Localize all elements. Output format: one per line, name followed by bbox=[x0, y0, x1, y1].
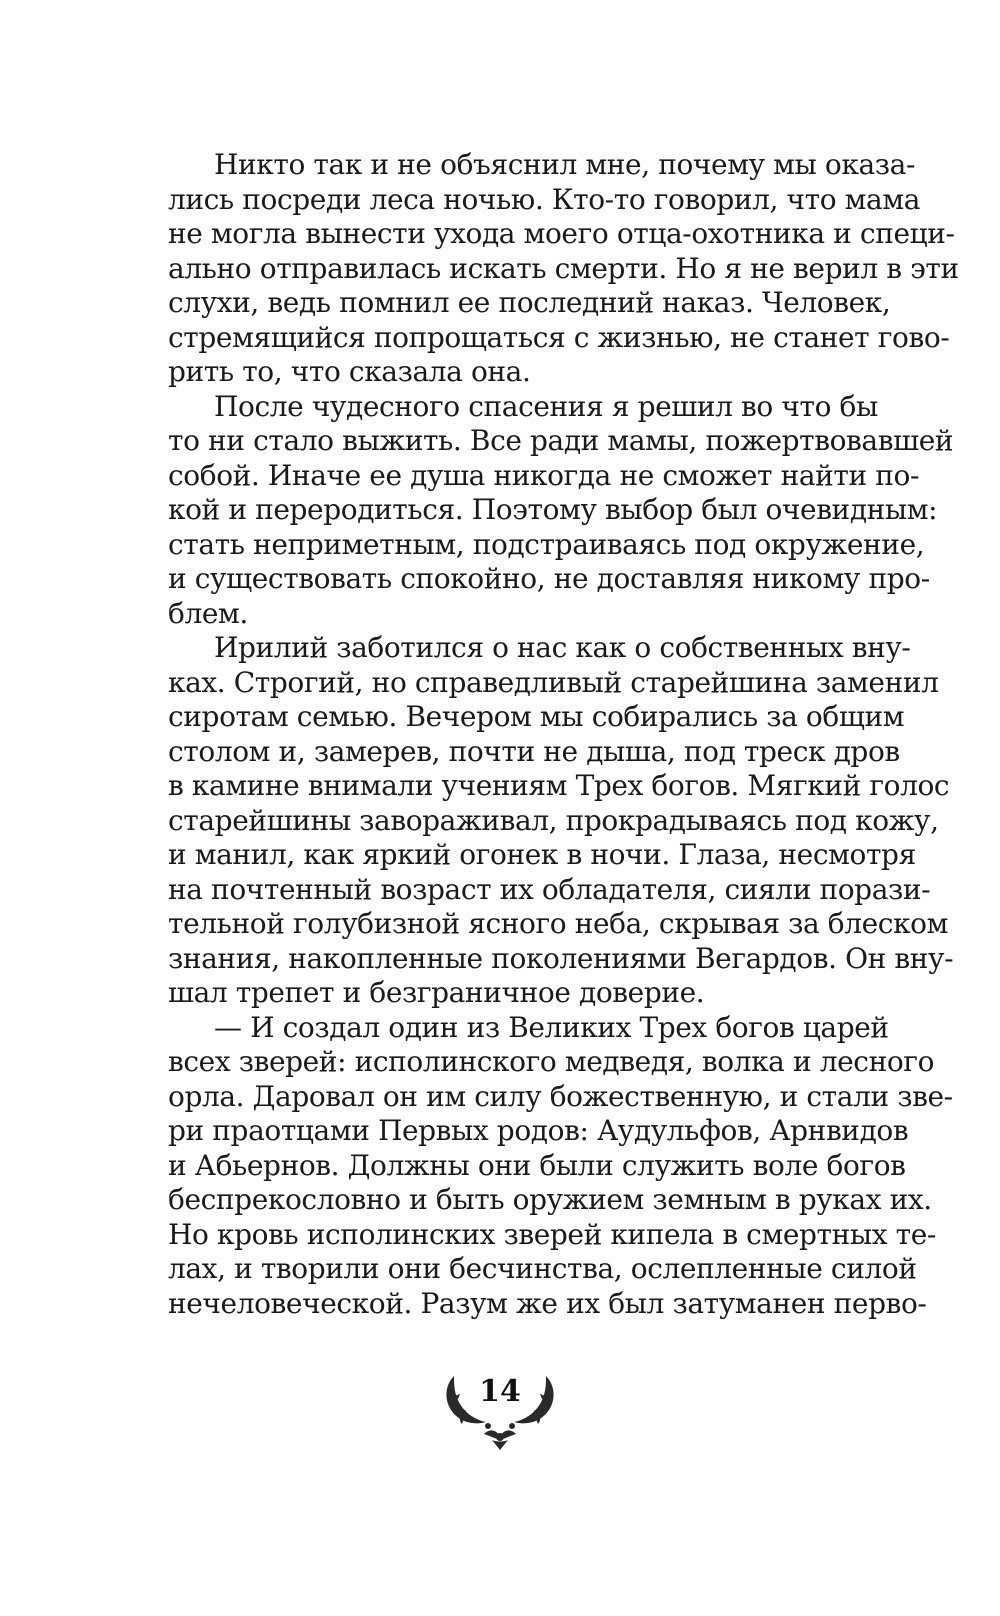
text-line: в камине внимали учениям Трех богов. Мягкий голос bbox=[168, 769, 950, 802]
page-footer bbox=[0, 1370, 1000, 1450]
text-line: орла. Даровал он им силу божественную, и стали зве- bbox=[168, 1079, 953, 1113]
text-line: шал трепет и безграничное доверие. bbox=[168, 976, 705, 1009]
text-line: рить то, что сказала она. bbox=[168, 355, 531, 388]
text-line: и манил, как яркий огонек в ночи. Глаза, несмотря bbox=[168, 838, 916, 871]
text-line: столом и, замерев, почти не дыша, под треск дров bbox=[168, 734, 900, 768]
text-line: лах, и творили они бесчинства, ослепленные силой bbox=[168, 1252, 917, 1285]
text-line: ках. Строгий, но справедливый старейшина заменил bbox=[168, 665, 939, 699]
text-line: Но кровь исполинских зверей кипела в смертных те- bbox=[168, 1217, 936, 1251]
paragraph bbox=[168, 1010, 953, 1322]
text-line: то ни стало выжить. Все ради мамы, пожертвовавшей bbox=[168, 424, 954, 457]
text-line: стремящийся попрощаться с жизнью, не станет гово- bbox=[168, 320, 950, 354]
text-line: кой и переродиться. Поэтому выбор был очевидным: bbox=[168, 493, 938, 526]
text-line: ри праотцами Первых родов: Аудульфов, Арнвидов bbox=[168, 1114, 909, 1147]
text-line: старейшины завораживал, прокрадываясь под кожу, bbox=[168, 803, 939, 837]
text-line: беспрекословно и быть оружием земным в руках их. bbox=[168, 1183, 932, 1216]
paragraph bbox=[168, 631, 954, 1011]
page-body bbox=[168, 148, 959, 1321]
text-line: лись посреди леса ночью. Кто-то говорил, что мама bbox=[168, 182, 921, 216]
text-line: собой. Иначе ее душа никогда не сможет найти по- bbox=[168, 458, 920, 492]
text-line: стать неприметным, подстраиваясь под окружение, bbox=[168, 527, 925, 561]
text-line: на почтенный возраст их обладателя, сияли порази- bbox=[168, 872, 931, 906]
text-line: нечеловеческой. Разум же их был затуманен перво- bbox=[168, 1286, 927, 1320]
text-line: тельной голубизной ясного неба, скрывая за блеском bbox=[168, 907, 949, 940]
text-line: — И создал один из Великих Трех богов царей bbox=[214, 1010, 889, 1044]
paragraph bbox=[168, 389, 954, 632]
text-line: блем. bbox=[168, 596, 248, 630]
text-line: ально отправилась искать смерти. Но я не верил в эти bbox=[168, 251, 959, 285]
text-line: сиротам семью. Вечером мы собирались за общим bbox=[168, 700, 905, 733]
text-line: Ирилий заботился о нас как о собственных вну- bbox=[214, 631, 911, 664]
text-line: Никто так и не объяснил мне, почему мы оказа- bbox=[214, 148, 916, 181]
text-line: не могла вынести ухода моего отца-охотника и специ- bbox=[168, 217, 955, 250]
page-number: 14 bbox=[479, 1374, 521, 1409]
text-line: После чудесного спасения я решил во что бы bbox=[214, 389, 878, 423]
text-line: слухи, ведь помнил ее последний наказ. Человек, bbox=[168, 286, 891, 319]
paragraph bbox=[168, 148, 959, 390]
text-line: и Абьернов. Должны они были служить воле богов bbox=[168, 1148, 906, 1182]
text-line: и существовать спокойно, не доставляя никому про- bbox=[168, 562, 930, 595]
text-line: знания, накопленные поколениями Вегардов. Он вну- bbox=[168, 941, 954, 975]
text-line: всех зверей: исполинского медведя, волка и лесного bbox=[168, 1045, 935, 1078]
